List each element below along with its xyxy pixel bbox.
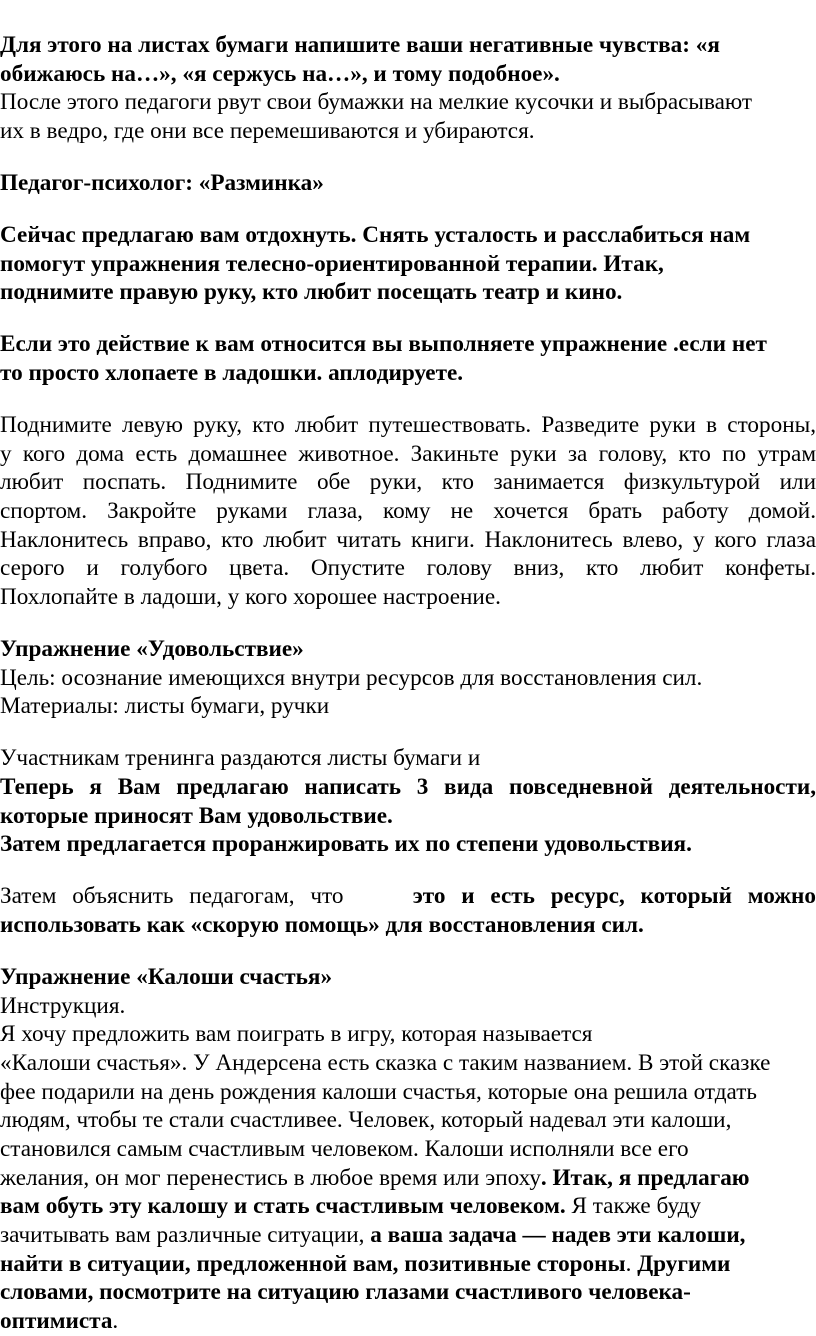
warmup-p1-line-3: поднимите правую руку, кто любит посещать театр и кино. <box>0 279 623 305</box>
intro-line-1: Для этого на листах бумаги напишите ваши негативные чувства: «я <box>0 32 720 58</box>
pleasure-line-1: Участникам тренинга раздаются листы бумаги и <box>0 745 481 771</box>
galoshes-line-1: Я хочу предложить вам поиграть в игру, которая называется <box>0 1021 593 1047</box>
warmup-p1-line-1: Сейчас предлагаю вам отдохнуть. Снять усталость и расслабиться нам <box>0 222 751 248</box>
galoshes-line-8-bold: а ваша задача — надев эти калоши, <box>370 1222 746 1248</box>
pleasure-materials: Материалы: листы бумаги, ручки <box>0 693 330 719</box>
warmup-p3-line-5: Наклонитесь вправо, кто любит читать книги. Наклонитесь влево, у кого глаза <box>0 527 816 553</box>
pleasure-line-3: которые приносят Вам удовольствие. <box>0 803 393 829</box>
galoshes-line-9-bold-b: Другими <box>637 1251 731 1277</box>
warmup-p1-line-2: помогут упражнения телесно-ориентированной терапии. Итак, <box>0 251 664 277</box>
galoshes-instruction: Инструкция. <box>0 993 126 1019</box>
pleasure-line-5-bold: это и есть ресурс, который можно <box>412 883 816 909</box>
galoshes-line-6 <box>0 1164 750 1193</box>
galoshes-line-6-normal: желания, он мог перенестись в любое время или эпоху <box>0 1165 541 1191</box>
galoshes-line-7-bold: вам обуть эту калошу и стать счастливым человеком. <box>0 1193 566 1219</box>
intro-line-4: их в ведро, где они все перемешиваются и убираются. <box>0 118 535 144</box>
galoshes-line-3: фее подарили на день рождения калоши счастья, которые она решила отдать <box>0 1079 757 1105</box>
galoshes-line-8 <box>0 1221 745 1250</box>
galoshes-line-4: людям, чтобы те стали счастливее. Человек, который надевал эти калоши, <box>0 1107 732 1133</box>
pleasure-line-5-normal: Затем объяснить педагогам, что <box>0 883 360 909</box>
galoshes-line-11 <box>0 1307 118 1336</box>
warmup-p3-line-7: Похлопайте в ладоши, у кого хорошее настроение. <box>0 584 501 610</box>
galoshes-line-2: «Калоши счастья». У Андерсена есть сказка с таким названием. В этой сказке <box>0 1050 771 1076</box>
galoshes-line-9-normal: . <box>625 1251 638 1277</box>
pleasure-line-4: Затем предлагается проранжировать их по степени удовольствия. <box>0 831 692 857</box>
galoshes-line-6-bold: . Итак, я предлагаю <box>540 1165 750 1191</box>
warmup-heading: Педагог-психолог: «Разминка» <box>0 170 324 196</box>
intro-line-3: После этого педагоги рвут свои бумажки на мелкие кусочки и выбрасывают <box>0 89 753 115</box>
galoshes-line-10: словами, посмотрите на ситуацию глазами счастливого человека- <box>0 1279 691 1305</box>
pleasure-heading: Упражнение «Удовольствие» <box>0 636 304 662</box>
warmup-p3-line-2: у кого дома есть домашнее животное. Закиньте руки за голову, кто по утрам <box>0 441 816 467</box>
pleasure-line-2: Теперь я Вам предлагаю написать 3 вида повседневной деятельности, <box>0 774 816 800</box>
galoshes-line-5: становился самым счастливым человеком. Калоши исполняли все его <box>0 1136 689 1162</box>
galoshes-heading: Упражнение «Калоши счастья» <box>0 964 333 990</box>
pleasure-line-5 <box>0 882 816 911</box>
warmup-p3-line-4: спортом. Закройте руками глаза, кому не хочется брать работу домой. <box>0 498 816 524</box>
warmup-p2-line-1: Если это действие к вам относится вы выполняете упражнение .если нет <box>0 331 767 357</box>
pleasure-goal: Цель: осознание имеющихся внутри ресурсов для восстановления сил. <box>0 665 703 691</box>
galoshes-line-9 <box>0 1250 730 1279</box>
galoshes-line-8-normal: зачитывать вам различные ситуации, <box>0 1222 371 1248</box>
pleasure-line-6: использовать как «скорую помощь» для восстановления сил. <box>0 912 644 938</box>
warmup-p3-line-6: серого и голубого цвета. Опустите голову вниз, кто любит конфеты. <box>0 555 816 581</box>
galoshes-line-9-bold-a: найти в ситуации, предложенной вам, позитивные стороны <box>0 1251 626 1277</box>
warmup-p2-line-2: то просто хлопаете в ладошки. аплодируете. <box>0 360 464 386</box>
galoshes-line-11-bold: оптимиста <box>0 1308 113 1334</box>
galoshes-line-7-normal: Я также буду <box>565 1193 701 1219</box>
galoshes-line-7 <box>0 1192 701 1221</box>
warmup-p3-line-3: любит поспать. Поднимите обе руки, кто занимается физкультурой или <box>0 469 816 495</box>
galoshes-line-11-normal: . <box>112 1308 119 1334</box>
warmup-p3-line-1: Поднимите левую руку, кто любит путешествовать. Разведите руки в стороны, <box>0 412 816 438</box>
intro-line-2: обижаюсь на…», «я сержусь на…», и тому подобное». <box>0 61 560 87</box>
